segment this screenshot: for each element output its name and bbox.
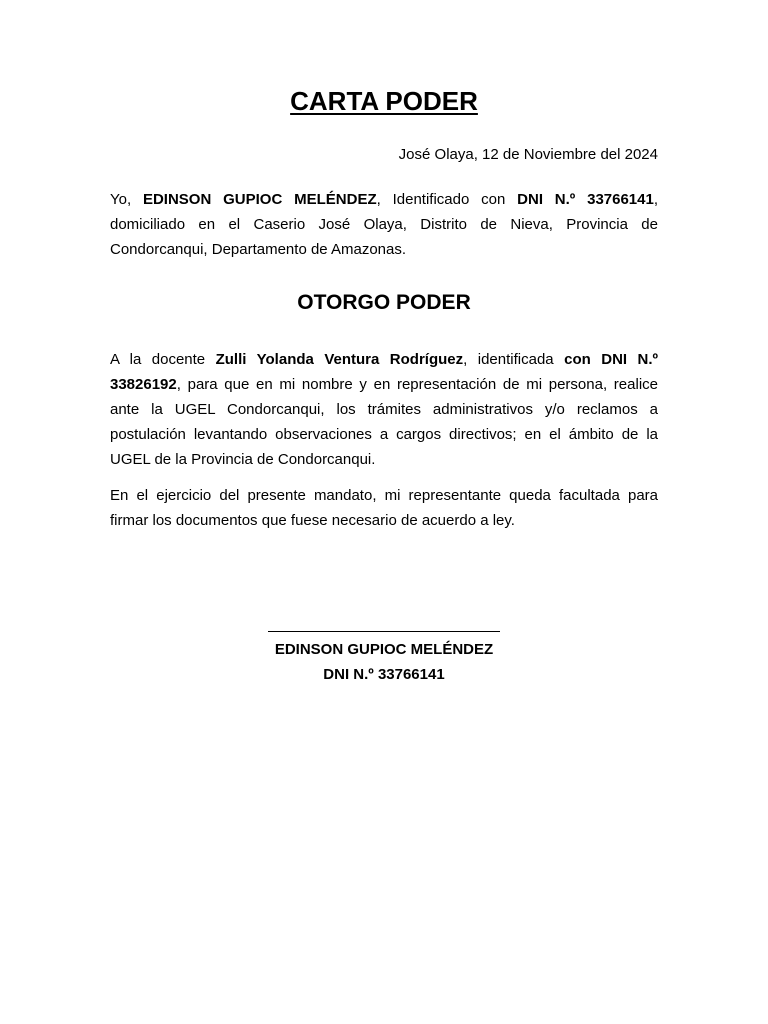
grantor-paragraph [110, 187, 658, 262]
document-title: CARTA PODER [290, 86, 478, 116]
document-page [110, 0, 658, 1024]
agent-paragraph-text-3: , para que en mi nombre y en representación de mi persona, realice ante la UGEL Condorcanqui, los trámites administrativos y/o reclamos a postulación levantando observaciones a cargos directivos; en el ámbito de la UGEL de la Provincia de Condorcanqui. [110, 376, 658, 468]
mandate-paragraph: En el ejercicio del presente mandato, mi representante queda facultada para firmar los documentos que fuese necesario de acuerdo a ley. [110, 487, 658, 529]
grantor-dni: DNI N.º 33766141 [517, 191, 654, 208]
date-line: José Olaya, 12 de Noviembre del 2024 [398, 146, 658, 163]
agent-paragraph [110, 347, 658, 472]
grantor-paragraph-text-2: , Identificado con [376, 191, 518, 208]
grantor-paragraph-text-3: , domiciliado en el Caserio José Olaya, Distrito de Nieva, Provincia de Condorcanqui, Departamento de Amazonas. [110, 191, 659, 258]
signature-dni: DNI N.º 33766141 [323, 666, 445, 683]
agent-paragraph-text-1: A la docente [110, 351, 216, 368]
agent-name: Zulli Yolanda Ventura Rodríguez [215, 351, 464, 368]
grantor-name: EDINSON GUPIOC MELÉNDEZ [142, 191, 377, 208]
section-heading: OTORGO PODER [297, 291, 471, 314]
agent-dni: con DNI N.º 33826192 [110, 351, 659, 393]
signature-line [268, 631, 500, 632]
grantor-paragraph-text-1: Yo, [110, 191, 143, 208]
signature-name: EDINSON GUPIOC MELÉNDEZ [274, 641, 494, 658]
agent-paragraph-text-2: , identificada [463, 351, 565, 368]
